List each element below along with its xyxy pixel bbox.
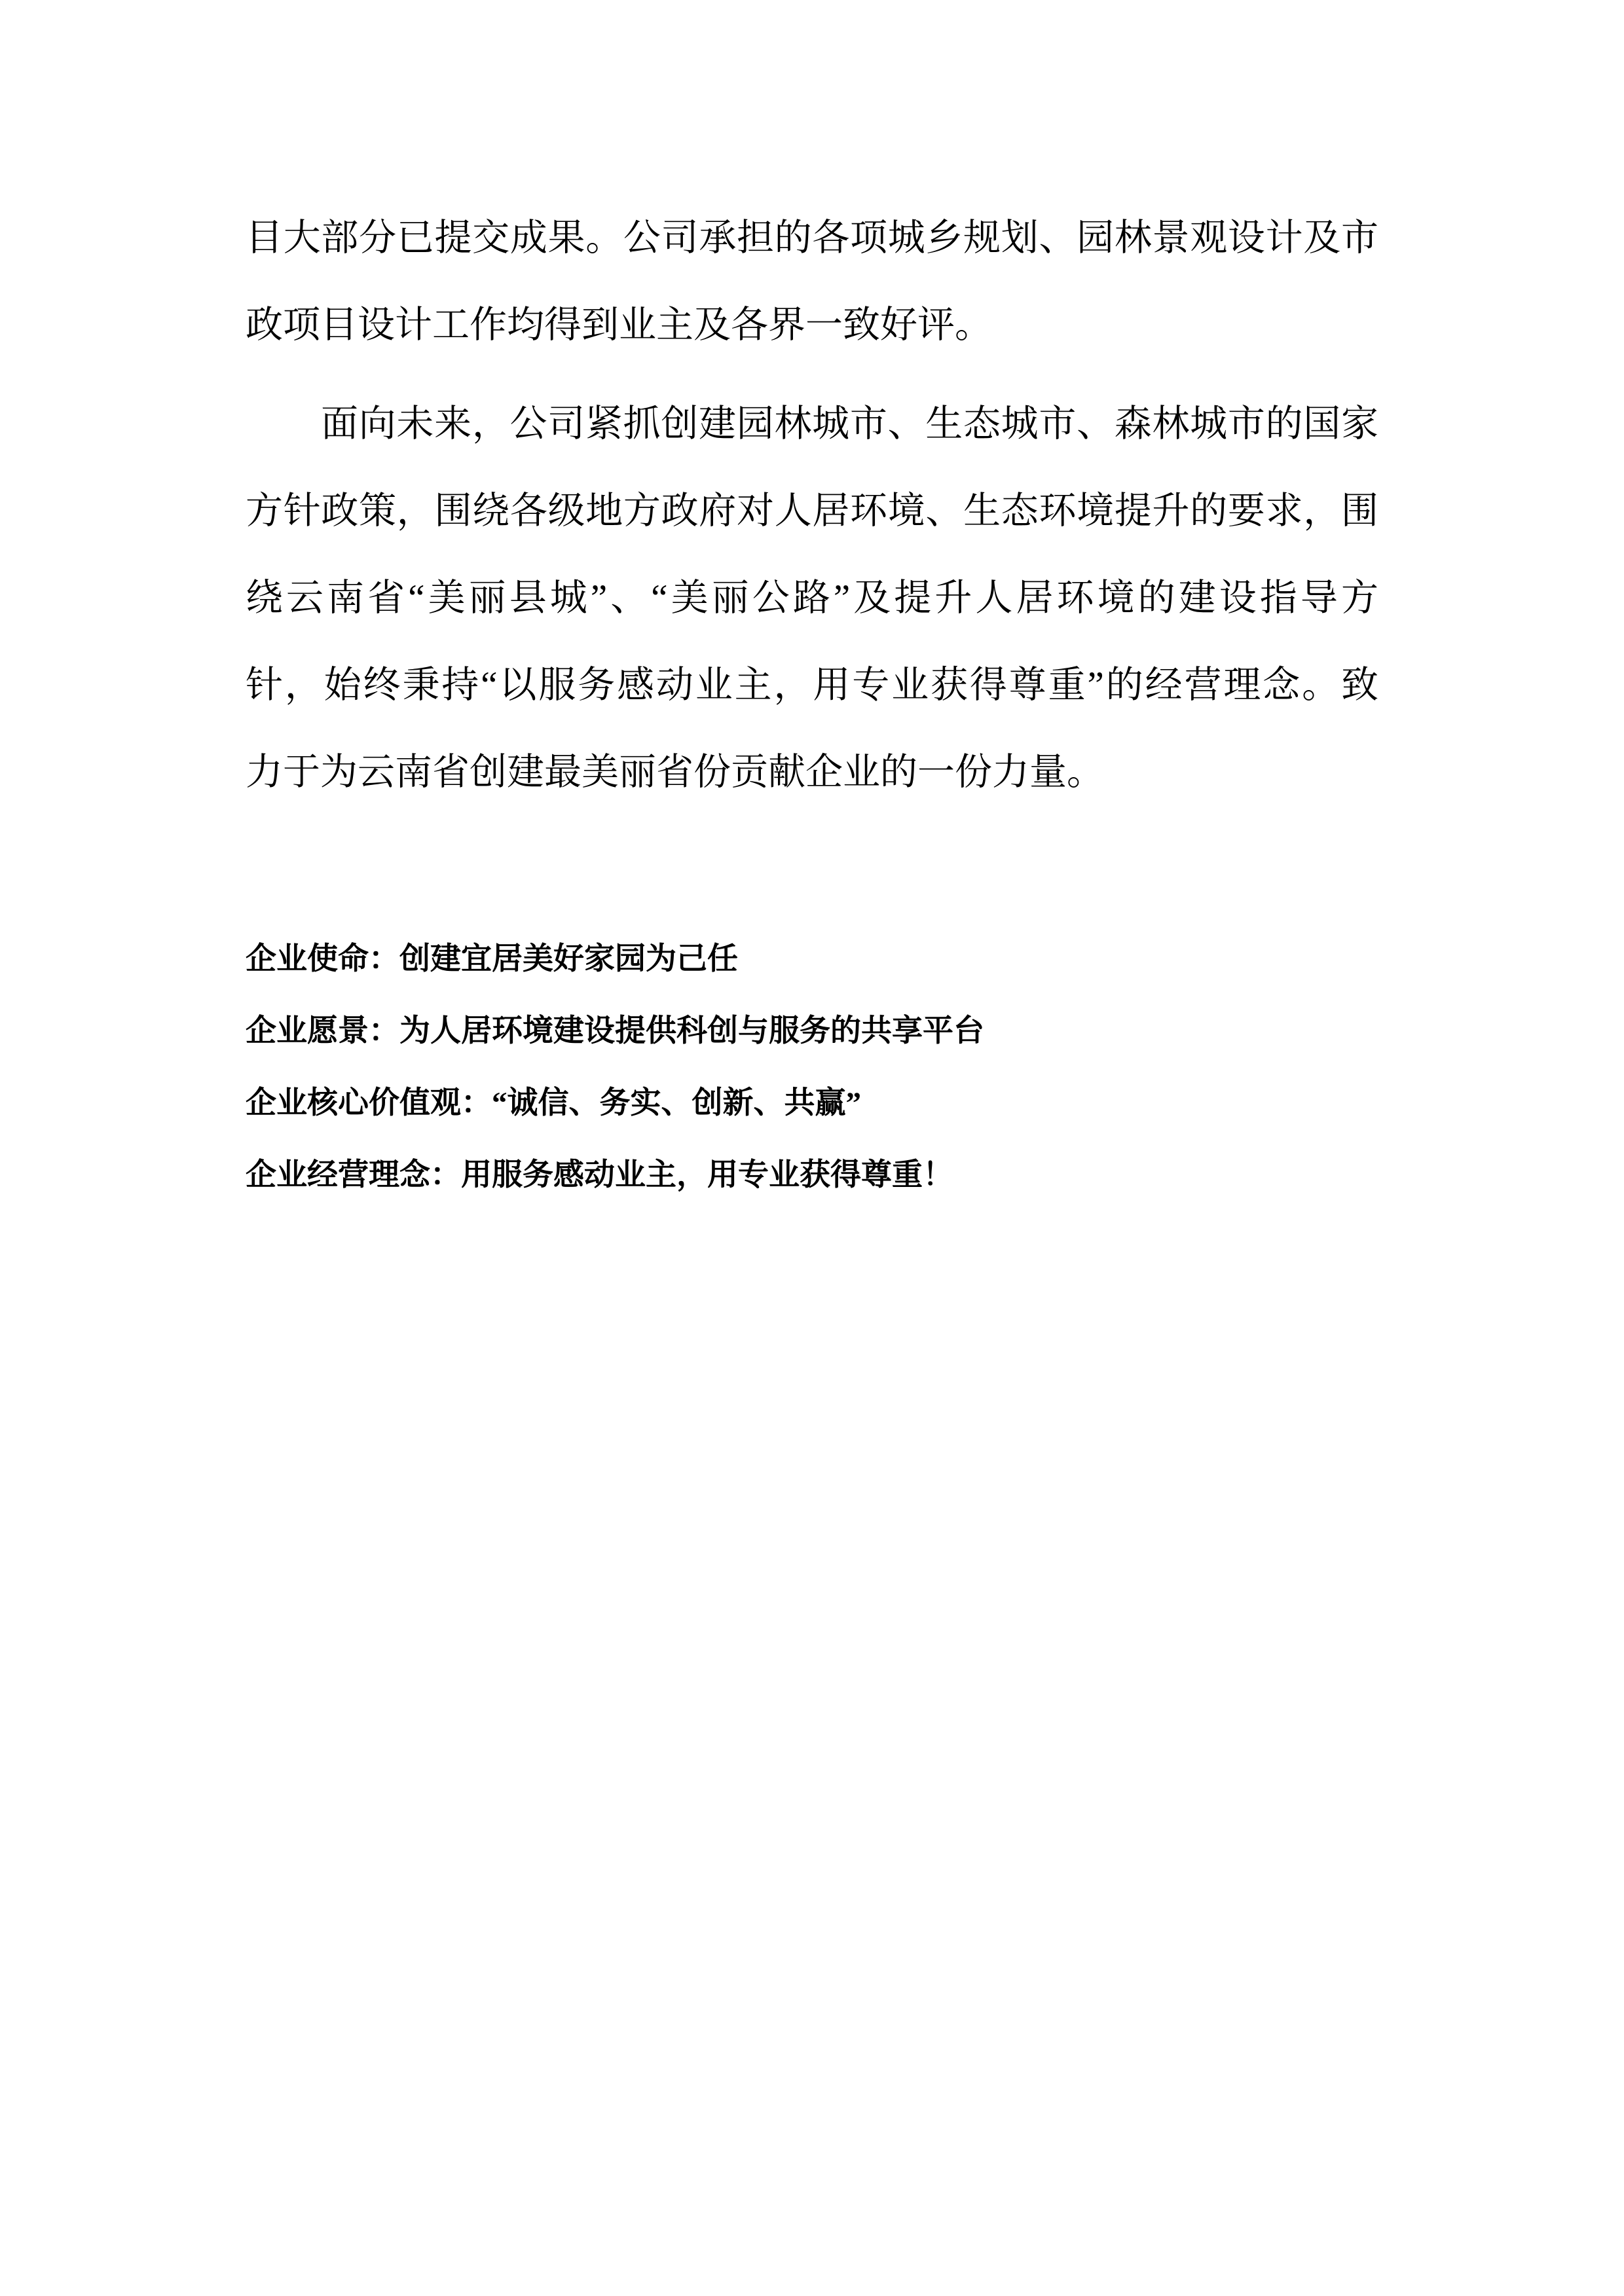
body-text-line: 政项目设计工作均得到业主及各界一致好评。 bbox=[246, 304, 992, 346]
statement-mission: 企业使命：创建宜居美好家园为己任 bbox=[246, 942, 738, 976]
statement-vision: 企业愿景：为人居环境建设提供科创与服务的共享平台 bbox=[246, 1014, 984, 1048]
body-text-line: 针，始终秉持“以服务感动业主，用专业获得尊重”的经营理念。致 bbox=[246, 665, 1378, 706]
paragraph-future-outlook bbox=[246, 380, 1378, 816]
body-text-line: 目大部分已提交成果。公司承担的各项城乡规划、园林景观设计及市 bbox=[246, 217, 1378, 259]
statement-business-philosophy: 企业经营理念：用服务感动业主，用专业获得尊重！ bbox=[246, 1158, 953, 1192]
body-text-line: 力于为云南省创建最美丽省份贡献企业的一份力量。 bbox=[246, 752, 1104, 793]
body-text-line: 方针政策，围绕各级地方政府对人居环境、生态环境提升的要求，围 bbox=[246, 490, 1378, 532]
body-text-line: 面向未来，公司紧抓创建园林城市、生态城市、森林城市的国家 bbox=[321, 403, 1378, 445]
body-text-line: 绕云南省“美丽县城”、“美丽公路”及提升人居环境的建设指导方 bbox=[246, 577, 1378, 619]
document-body bbox=[246, 194, 1378, 1211]
corporate-culture-statements bbox=[246, 923, 1378, 1211]
statement-core-values: 企业核心价值观：“诚信、务实、创新、共赢” bbox=[246, 1086, 861, 1120]
paragraph-continuation bbox=[246, 194, 1378, 369]
